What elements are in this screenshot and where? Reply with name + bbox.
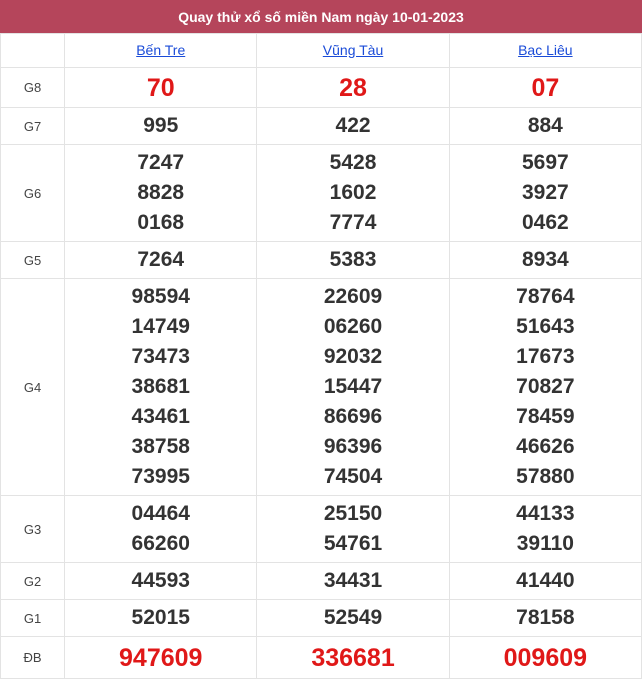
corner-cell [1,34,65,68]
prize-number: 38758 [131,435,190,458]
prize-cell [257,242,449,279]
prize-number: 54761 [323,532,383,555]
prize-number: 38681 [131,375,190,398]
prize-cell [257,496,449,563]
prize-number: 422 [335,114,371,137]
prize-number: 28 [339,73,367,102]
prize-number: 8934 [521,248,569,271]
prize-number: 5383 [329,248,377,271]
prize-number: 336681 [311,643,395,672]
prize-number: 43461 [131,405,190,428]
prize-cell [257,68,449,108]
prize-cell [449,600,641,637]
prize-number: 52549 [323,606,383,629]
prize-number: 5697 [521,151,569,174]
prize-number: 73473 [131,345,190,368]
prize-row-g2 [1,563,642,600]
prize-number: 0462 [521,211,569,234]
prize-number: 3927 [521,181,569,204]
prize-row-g4 [1,279,642,496]
prize-cell [449,108,641,145]
prize-number: 44593 [131,569,190,592]
prize-number: 73995 [131,465,190,488]
prize-cell [257,600,449,637]
prize-number: 0168 [137,211,185,234]
prize-row-g7 [1,108,642,145]
prize-number: 17673 [516,345,575,368]
prize-cell [449,637,641,679]
prize-cell [257,145,449,242]
prize-row-g3 [1,496,642,563]
province-link-ben-tre[interactable]: Bến Tre [136,41,186,58]
prize-cell [449,68,641,108]
prize-number: 14749 [131,315,190,338]
prize-cell [65,145,257,242]
province-header-row [1,34,642,68]
province-link-bac-lieu[interactable]: Bạc Liêu [518,41,573,58]
prize-number: 995 [143,114,179,137]
prize-cell [65,637,257,679]
prize-number: 884 [527,114,563,137]
prize-cell [65,563,257,600]
prize-number: 22609 [323,285,383,308]
prize-number: 7774 [329,211,377,234]
prize-row-db [1,637,642,679]
prize-number: 06260 [323,315,383,338]
prize-label: G8 [1,68,65,108]
results-title: Quay thử xổ số miền Nam ngày 10-01-2023 [0,0,642,33]
prize-number: 96396 [323,435,383,458]
prize-row-g8 [1,68,642,108]
prize-cell [449,563,641,600]
prize-row-g5 [1,242,642,279]
prize-number: 70 [146,73,175,102]
prize-cell [449,279,641,496]
prize-number: 98594 [131,285,190,308]
prize-number: 25150 [323,502,383,525]
prize-label: G3 [1,496,65,563]
prize-number: 46626 [516,435,575,458]
prize-number: 44133 [516,502,575,525]
prize-cell [65,242,257,279]
prize-number: 52015 [131,606,190,629]
prize-number: 8828 [137,181,185,204]
prize-number: 04464 [131,502,190,525]
prize-number: 66260 [131,532,190,555]
prize-number: 5428 [329,151,377,174]
prize-number: 7264 [137,248,185,271]
prize-number: 009609 [503,643,588,672]
prize-number: 51643 [516,315,575,338]
prize-label: G2 [1,563,65,600]
prize-number: 15447 [323,375,383,398]
prize-number: 41440 [516,569,575,592]
prize-label: G5 [1,242,65,279]
prize-cell [65,68,257,108]
prize-cell [449,145,641,242]
prize-number: 7247 [137,151,185,174]
prize-label: ĐB [1,637,65,679]
prize-cell [257,637,449,679]
prize-number: 57880 [516,465,575,488]
prize-number: 39110 [516,532,574,555]
prize-number: 86696 [323,405,383,428]
prize-label: G1 [1,600,65,637]
results-table [0,33,642,679]
prize-label: G6 [1,145,65,242]
prize-number: 70827 [516,375,575,398]
prize-cell [65,496,257,563]
prize-label: G4 [1,279,65,496]
prize-cell [257,108,449,145]
prize-cell [449,496,641,563]
prize-number: 78764 [516,285,575,308]
prize-number: 1602 [329,181,377,204]
prize-number: 78459 [516,405,575,428]
prize-cell [65,279,257,496]
prize-cell [65,600,257,637]
prize-number: 74504 [323,465,383,488]
prize-cell [257,279,449,496]
prize-number: 07 [531,73,560,102]
prize-rows [1,68,642,679]
prize-cell [257,563,449,600]
province-link-vung-tau[interactable]: Vũng Tàu [322,41,384,58]
prize-row-g1 [1,600,642,637]
prize-number: 34431 [323,569,383,592]
prize-row-g6 [1,145,642,242]
prize-number: 947609 [119,643,203,672]
prize-cell [65,108,257,145]
prize-label: G7 [1,108,65,145]
prize-number: 78158 [516,606,575,629]
prize-number: 92032 [323,345,383,368]
prize-cell [449,242,641,279]
